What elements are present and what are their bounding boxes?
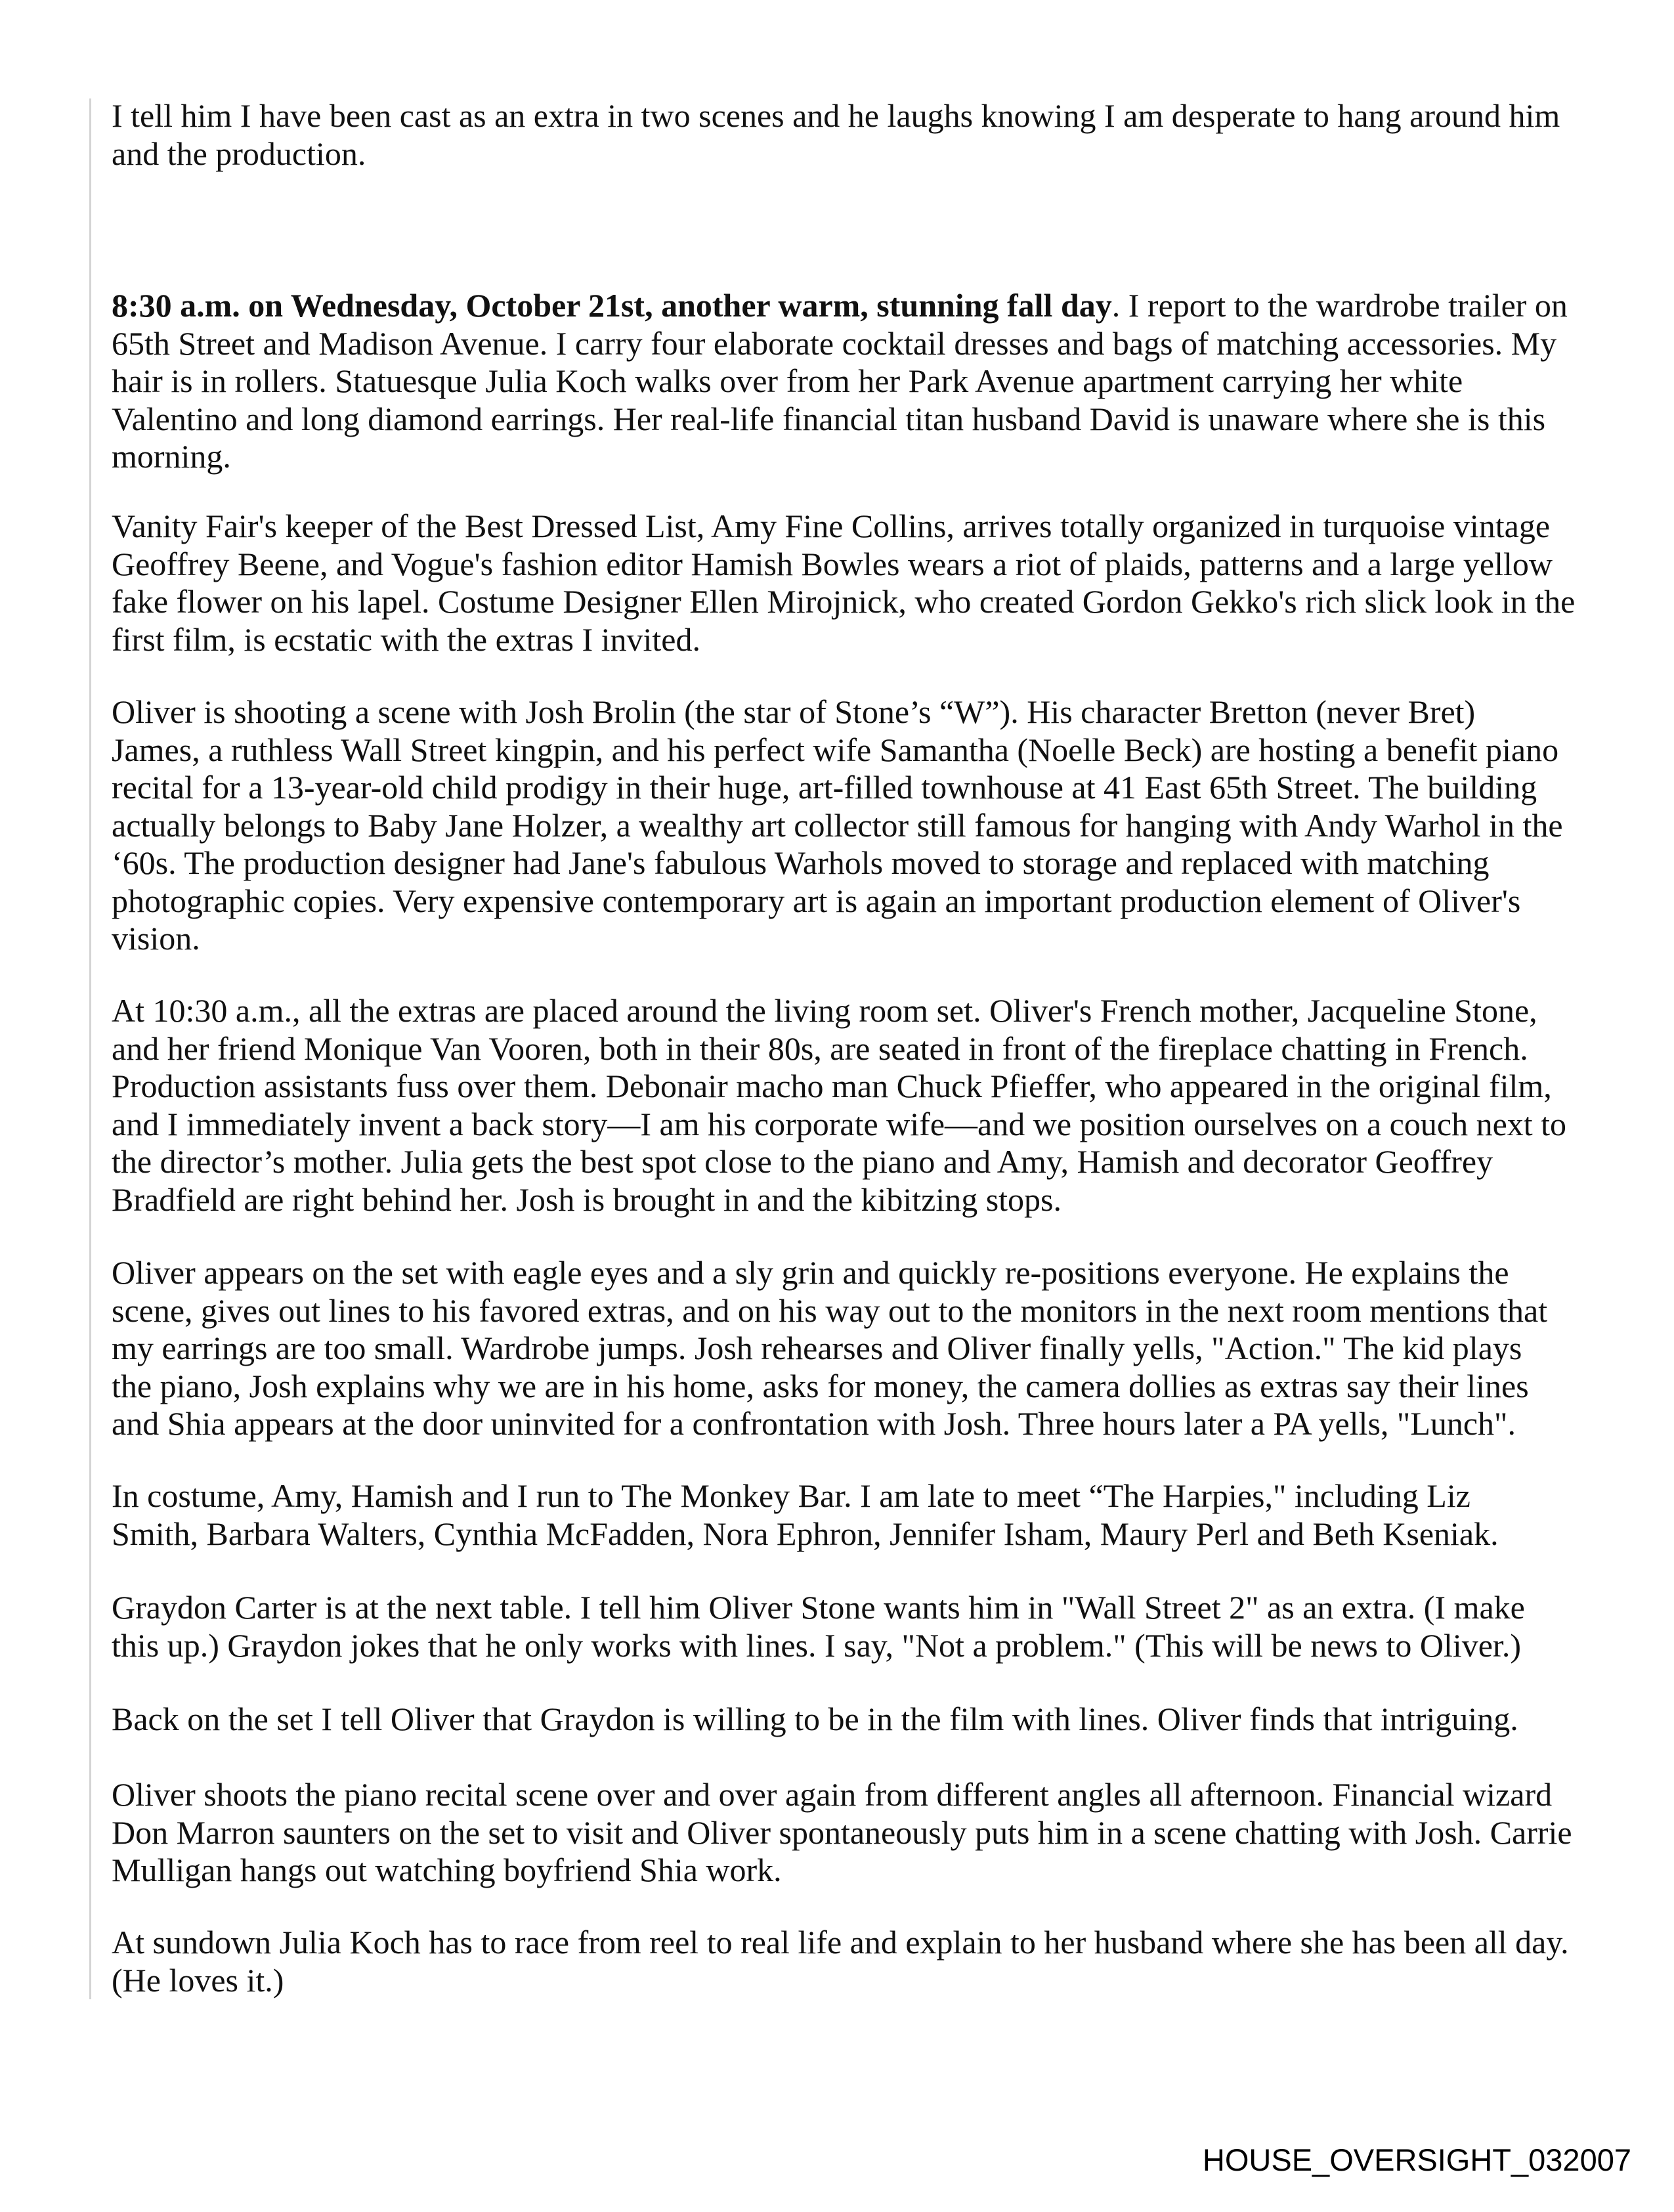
line-text: Mulligan hangs out watching boyfriend Shia work.: [112, 1852, 782, 1888]
line-text: the director’s mother. Julia gets the best spot close to the piano and Amy, Hamish and decorator Geoffrey: [112, 1143, 1493, 1180]
line-text: my earrings are too small. Wardrobe jumps. Josh rehearses and Oliver finally yells, "Action." The kid plays: [112, 1330, 1522, 1366]
line-text: Smith, Barbara Walters, Cynthia McFadden, Nora Ephron, Jennifer Isham, Maury Perl and Beth Kseniak.: [112, 1515, 1499, 1552]
paragraph: [112, 992, 1566, 1219]
text-line: [112, 844, 1563, 882]
text-line: [112, 1814, 1572, 1852]
line-text: James, a ruthless Wall Street kingpin, and his perfect wife Samantha (Noelle Beck) are hosting a benefit piano: [112, 731, 1559, 768]
text-line: [112, 1924, 1569, 1962]
text-line: [112, 287, 1568, 325]
text-line: [112, 769, 1563, 807]
paragraph: [112, 97, 1560, 173]
line-text: Back on the set I tell Oliver that Graydon is willing to be in the film with lines. Oliver finds that intriguing.: [112, 1701, 1518, 1737]
text-line: [112, 1330, 1547, 1368]
line-text: Bradfield are right behind her. Josh is brought in and the kibitzing stops.: [112, 1181, 1062, 1218]
line-text: I tell him I have been cast as an extra in two scenes and he laughs knowing I am desperate to hang around him: [112, 97, 1560, 134]
paragraph: [112, 1477, 1499, 1553]
line-text: In costume, Amy, Hamish and I run to The Monkey Bar. I am late to meet “The Harpies," including Liz: [112, 1477, 1470, 1514]
paragraph: [112, 1701, 1518, 1739]
line-text: Valentino and long diamond earrings. Her real-life financial titan husband David is unaware where she is this: [112, 400, 1546, 437]
line-text: actually belongs to Baby Jane Holzer, a wealthy art collector still famous for hanging with Andy Warhol in the: [112, 806, 1563, 844]
line-text: vision.: [112, 920, 200, 957]
text-line: [112, 731, 1563, 770]
line-text: Oliver is shooting a scene with Josh Brolin (the star of Stone’s “W”). His character Bretton (never Bret): [112, 693, 1476, 730]
text-line: [112, 992, 1566, 1030]
line-text: fake flower on his lapel. Costume Designer Ellen Mirojnick, who created Gordon Gekko's rich slick look in the: [112, 583, 1576, 620]
text-line: [112, 1292, 1547, 1330]
line-text: and her friend Monique Van Vooren, both in their 80s, are seated in front of the fireplace chatting in French.: [112, 1030, 1528, 1067]
text-line: [112, 1515, 1499, 1553]
text-line: [112, 1368, 1547, 1406]
line-text: first film, is ecstatic with the extras I invited.: [112, 620, 700, 658]
text-line: [112, 97, 1560, 135]
line-text: Production assistants fuss over them. Debonair macho man Chuck Pfieffer, who appeared in the original film,: [112, 1068, 1552, 1104]
paragraph: [112, 287, 1568, 476]
text-line: [112, 508, 1575, 546]
paragraph: [112, 1924, 1569, 1999]
text-line: [112, 1962, 1569, 2000]
text-line: [112, 693, 1563, 731]
text-line: [112, 1143, 1566, 1181]
text-line: [112, 882, 1563, 921]
text-line: [112, 1030, 1566, 1068]
text-line: [112, 1068, 1566, 1106]
left-margin-rule: [89, 98, 91, 1999]
paragraph: [112, 508, 1575, 659]
text-line: [112, 1106, 1566, 1144]
text-line: [112, 621, 1575, 659]
text-line: [112, 135, 1560, 173]
line-text: Vanity Fair's keeper of the Best Dressed List, Amy Fine Collins, arrives totally organized in turquoise vintage: [112, 508, 1551, 544]
line-text: (He loves it.): [112, 1961, 284, 1999]
text-line: [112, 1627, 1525, 1665]
line-text: 65th Street and Madison Avenue. I carry four elaborate cocktail dresses and bags of matching accessories. My: [112, 324, 1557, 362]
line-text: Don Marron saunters on the set to visit and Oliver spontaneously puts him in a scene chatting with Josh. Carrie: [112, 1813, 1572, 1851]
line-text: photographic copies. Very expensive contemporary art is again an important production element of Oliver's: [112, 882, 1521, 919]
bold-date-lead: 8:30 a.m. on Wednesday, October 21st, another warm, stunning fall day: [112, 287, 1112, 324]
text-line: [112, 583, 1575, 621]
line-text: and I immediately invent a back story—I am his corporate wife—and we position ourselves on a couch next to: [112, 1105, 1567, 1142]
text-line: [112, 1405, 1547, 1443]
line-text: At sundown Julia Koch has to race from reel to real life and explain to her husband where she has been all day.: [112, 1924, 1569, 1961]
line-text: morning.: [112, 438, 231, 475]
line-text: Graydon Carter is at the next table. I tell him Oliver Stone wants him in "Wall Street 2" as an extra. (I make: [112, 1589, 1525, 1626]
text-line: [112, 546, 1575, 584]
text-line: [112, 920, 1563, 958]
line-text: this up.) Graydon jokes that he only works with lines. I say, "Not a problem." (This will be news to Oliver.): [112, 1626, 1521, 1664]
paragraph: [112, 1254, 1547, 1443]
text-line: [112, 1181, 1566, 1219]
line-text: scene, gives out lines to his favored extras, and on his way out to the monitors in the next room mentions that: [112, 1291, 1548, 1329]
text-line: [112, 1589, 1525, 1627]
line-text: recital for a 13-year-old child prodigy in their huge, art-filled townhouse at 41 East 65th Street. The building: [112, 769, 1537, 806]
line-text: and the production.: [112, 135, 366, 172]
line-text: and Shia appears at the door uninvited for a confrontation with Josh. Three hours later a PA yells, "Lunch".: [112, 1405, 1516, 1442]
line-text: . I report to the wardrobe trailer on: [1111, 287, 1568, 324]
text-line: [112, 1701, 1518, 1739]
paragraph: [112, 693, 1563, 958]
text-line: [112, 325, 1568, 363]
text-line: [112, 1254, 1547, 1292]
text-line: [112, 807, 1563, 845]
line-text: hair is in rollers. Statuesque Julia Koch walks over from her Park Avenue apartment carrying her white: [112, 362, 1463, 399]
line-text: ‘60s. The production designer had Jane's fabulous Warhols moved to storage and replaced with matching: [112, 844, 1490, 881]
line-text: Oliver shoots the piano recital scene over and over again from different angles all afternoon. Financial wizard: [112, 1776, 1553, 1813]
line-text: the piano, Josh explains why we are in his home, asks for money, the camera dollies as extras say their lines: [112, 1367, 1529, 1404]
line-text: Oliver appears on the set with eagle eyes and a sly grin and quickly re-positions everyone. He explains the: [112, 1254, 1509, 1291]
line-text: At 10:30 a.m., all the extras are placed around the living room set. Oliver's French mother, Jacqueline Stone,: [112, 992, 1537, 1029]
text-line: [112, 401, 1568, 439]
text-line: [112, 362, 1568, 401]
paragraph: [112, 1589, 1525, 1664]
text-line: [112, 1852, 1572, 1890]
text-line: [112, 1477, 1499, 1515]
line-text: Geoffrey Beene, and Vogue's fashion editor Hamish Bowles wears a riot of plaids, patterns and a large yellow: [112, 545, 1553, 582]
text-line: [112, 438, 1568, 476]
bates-number: HOUSE_OVERSIGHT_032007: [1202, 2142, 1631, 2177]
text-line: [112, 1776, 1572, 1814]
paragraph: [112, 1776, 1572, 1890]
